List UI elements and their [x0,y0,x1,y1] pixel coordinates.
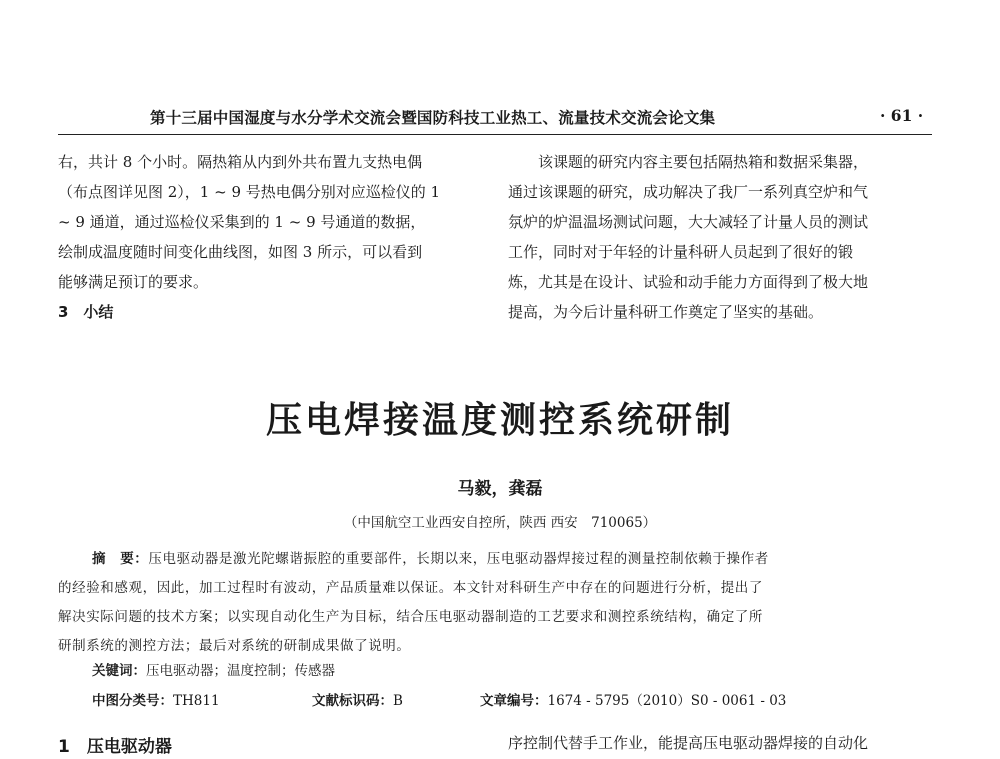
prev-right-line: 通过该课题的研究，成功解决了我厂一系列真空炉和气 [508,183,869,201]
abstract-line: 压电驱动器是激光陀螺谐振腔的重要部件，长期以来，压电驱动器焊接过程的测量控制依赖于操作者 [148,551,769,567]
prev-right-line: 工作，同时对于年轻的计量科研人员起到了很好的锻 [508,243,854,261]
prev-left-line: 能够满足预订的要求。 [58,273,209,291]
keywords-value: 压电驱动器；温度控制；传感器 [146,663,335,679]
prev-right-line: 该课题的研究内容主要包括隔热箱和数据采集器， [538,153,869,171]
doc-code-label: 文献标识码： [312,693,393,709]
section-heading-summary: 3 小结 [58,303,114,321]
prev-right-line: 炼，尤其是在设计、试验和动手能力方面得到了极大地 [508,273,869,291]
prev-left-line: 右，共计 8 个小时。隔热箱从内到外共布置九支热电偶 [58,153,423,171]
abstract-line: 解决实际问题的技术方案；以实现自动化生产为目标，结合压电驱动器制造的工艺要求和测控系统结构，确定了所 [58,609,763,625]
doc-code-value: B [393,693,403,709]
article-title: 压电焊接温度测控系统研制 [265,400,734,441]
article-no-label: 文章编号： [480,693,548,709]
keywords-label: 关键词： [92,663,146,679]
article-no-value: 1674 - 5795（2010）S0 - 0061 - 03 [547,693,787,709]
abstract-line: 的经验和感观，因此，加工过程时有波动，产品质量难以保证。本文针对科研生产中存在的问题进行分析，提出了 [58,580,763,596]
clc-value: TH811 [173,693,220,709]
page-number: · 61 · [880,106,924,125]
article-authors: 马毅，龚磊 [457,479,543,499]
abstract-label: 摘 要： [92,551,149,567]
abstract [58,545,932,661]
prev-right-line: 提高，为今后计量科研工作奠定了坚实的基础。 [508,303,824,321]
prev-article-right-column [508,147,932,327]
prev-left-line: 绘制成温度随时间变化曲线图，如图 3 所示，可以看到 [58,243,423,261]
clc-label: 中图分类号： [92,693,173,709]
prev-right-line: 氛炉的炉温温场测试问题，大大减轻了计量人员的测试 [508,213,869,231]
keywords-row [92,659,335,679]
header-rule [58,134,932,135]
prev-left-line: （布点图详见图 2），1 ~ 9 号热电偶分别对应巡检仪的 1 [58,183,441,201]
abstract-line: 研制系统的测控方法；最后对系统的研制成果做了说明。 [58,638,411,654]
prev-left-line: ~ 9 通道，通过巡检仪采集到的 1 ~ 9 号通道的数据， [58,213,426,231]
running-header-title: 第十三届中国湿度与水分学术交流会暨国防科技工业热工、流量技术交流会论文集 [150,109,716,127]
section-heading-piezo-driver: 1 压电驱动器 [58,737,172,757]
article-affiliation: （中国航空工业西安自控所，陕西 西安 710065） [343,515,657,531]
prev-article-left-column [58,147,478,327]
body-text-line: 序控制代替手工作业，能提高压电驱动器焊接的自动化 [508,734,869,752]
